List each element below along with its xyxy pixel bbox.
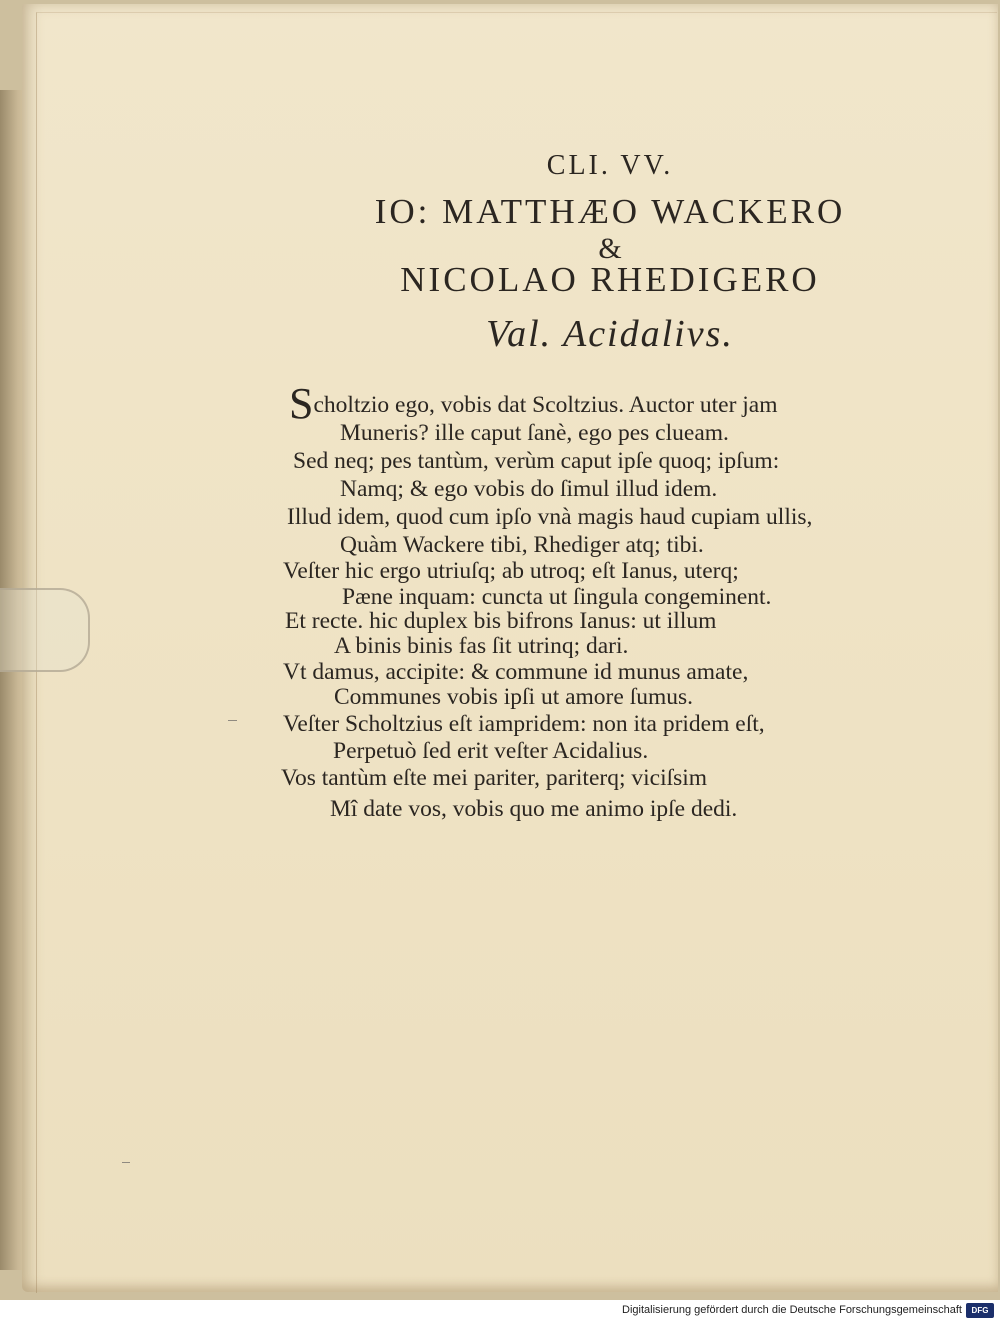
verse-line: Vt damus, accipite: & commune id munus amate, — [283, 659, 749, 685]
verse-line: Communes vobis ipſi ut amore ſumus. — [334, 684, 694, 710]
funding-credit: Digitalisierung gefördert durch die Deutsche Forschungsgemeinschaft — [622, 1304, 962, 1316]
footer-bar — [0, 1300, 1000, 1322]
verse-line — [289, 379, 778, 428]
poem-number: CLI. VV. — [546, 150, 674, 181]
verse-line: Pæne inquam: cuncta ut ſingula congeminent. — [342, 584, 772, 610]
addressee-1: IO: MATTHÆO WACKERO — [374, 192, 846, 231]
verse-line: Muneris? ille caput ſanè, ego pes clueam. — [340, 420, 729, 446]
verse-line: Veſter Scholtzius eſt iampridem: non ita pridem eſt, — [283, 711, 765, 737]
page-clip — [0, 588, 90, 672]
ampersand: & — [598, 232, 622, 265]
verse-line: A binis binis fas ſit utrinq; dari. — [334, 633, 629, 659]
drop-initial: S — [289, 379, 314, 428]
pencil-mark — [228, 720, 237, 721]
pencil-mark — [122, 1162, 130, 1163]
verse-line: Mî date vos, vobis quo me animo ipſe dedi. — [330, 796, 738, 822]
verse-line: Quàm Wackere tibi, Rhediger atq; tibi. — [340, 532, 704, 558]
verse-line: Namq; & ego vobis do ſimul illud idem. — [340, 476, 718, 502]
verse-line: Veſter hic ergo utriuſq; ab utroq; eſt Ianus, uterq; — [283, 558, 739, 584]
dfg-logo: DFG — [966, 1303, 994, 1318]
verse-text: choltzio ego, vobis dat Scoltzius. Auctor uter jam — [313, 392, 778, 418]
verse-line: Sed neq; pes tantùm, verùm caput ipſe quoq; ipſum: — [293, 448, 780, 474]
author-line: Val. Acidalivs. — [486, 313, 734, 355]
verse-line: Illud idem, quod cum ipſo vnà magis haud cupiam ullis, — [287, 504, 813, 530]
verse-line: Et recte. hic duplex bis bifrons Ianus: ut illum — [285, 608, 717, 634]
verse-line: Perpetuò ſed erit veſter Acidalius. — [333, 738, 649, 764]
addressee-2: NICOLAO RHEDIGERO — [400, 260, 820, 299]
verse-line: Vos tantùm eſte mei pariter, pariterq; viciſsim — [281, 765, 708, 791]
